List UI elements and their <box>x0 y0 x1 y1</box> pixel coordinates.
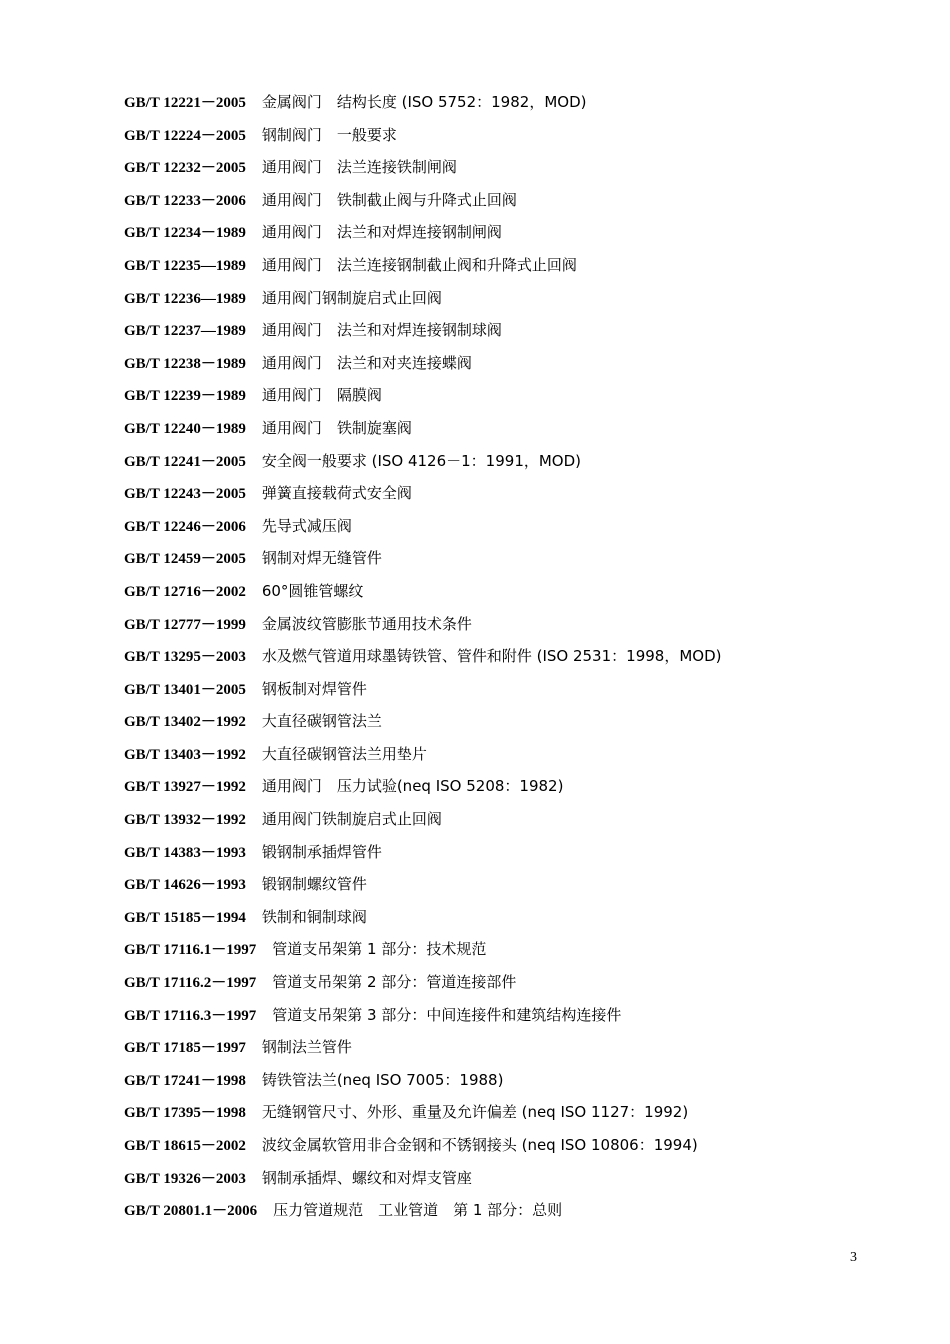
standard-code: GB/T 18615－2002 <box>124 1138 246 1154</box>
standards-list <box>124 88 721 1229</box>
list-item <box>124 968 721 1001</box>
standard-title: 锻钢制承插焊管件 <box>261 842 382 861</box>
list-item <box>124 642 721 675</box>
standard-title: 大直径碳钢管法兰 <box>261 712 382 731</box>
standard-code: GB/T 17116.3－1997 <box>124 1007 257 1024</box>
standard-title: 压力管道规范 工业管道 第 1 部分：总则 <box>273 1201 563 1220</box>
standard-title: 通用阀门铁制旋启式止回阀 <box>261 810 442 829</box>
standard-code: GB/T 13403－1992 <box>124 746 246 763</box>
list-item <box>124 903 721 936</box>
list-item <box>124 512 721 545</box>
standard-code: GB/T 12224－2005 <box>124 127 246 144</box>
standard-title: 通用阀门钢制旋启式止回阀 <box>261 288 442 307</box>
standard-code: GB/T 12236—1989 <box>124 290 246 307</box>
standard-title: 弹簧直接载荷式安全阀 <box>261 484 412 503</box>
standard-code: GB/T 19326－2003 <box>124 1170 246 1187</box>
list-item <box>124 577 721 610</box>
standard-code: GB/T 15185－1994 <box>124 909 246 926</box>
standard-code: GB/T 13401－2005 <box>124 681 246 698</box>
list-item <box>124 1001 721 1034</box>
standard-code: GB/T 12232－2005 <box>124 160 246 177</box>
standard-title: 管道支吊架第 1 部分：技术规范 <box>272 940 487 959</box>
list-item <box>124 935 721 968</box>
list-item <box>124 610 721 643</box>
standard-code: GB/T 12240－1989 <box>124 420 246 437</box>
standard-code: GB/T 12234－1989 <box>124 225 246 242</box>
list-item <box>124 316 721 349</box>
standard-title: 通用阀门 法兰连接铁制闸阀 <box>261 158 457 177</box>
list-item <box>124 1033 721 1066</box>
standard-code: GB/T 12233－2006 <box>124 192 246 209</box>
list-item <box>124 675 721 708</box>
list-item <box>124 153 721 186</box>
standard-title: 钢制对焊无缝管件 <box>261 549 382 568</box>
standard-code: GB/T 12221－2005 <box>124 95 246 111</box>
standard-title: 大直径碳钢管法兰用垫片 <box>261 744 427 763</box>
list-item <box>124 349 721 382</box>
standard-title: 管道支吊架第 2 部分：管道连接部件 <box>272 973 517 992</box>
list-item <box>124 479 721 512</box>
standard-title: 铁制和铜制球阀 <box>261 907 367 926</box>
list-item <box>124 772 721 805</box>
standard-title: 锻钢制螺纹管件 <box>261 875 367 894</box>
standard-title: 钢制阀门 一般要求 <box>261 125 397 144</box>
standard-code: GB/T 12235—1989 <box>124 257 246 274</box>
standard-code: GB/T 17116.1－1997 <box>124 942 257 959</box>
list-item <box>124 284 721 317</box>
standard-title: 通用阀门 铁制截止阀与升降式止回阀 <box>261 190 517 209</box>
list-item <box>124 1131 721 1164</box>
list-item <box>124 838 721 871</box>
standard-code: GB/T 14626－1993 <box>124 877 246 894</box>
standard-title: 钢制承插焊、螺纹和对焊支管座 <box>261 1168 472 1187</box>
standard-title: 通用阀门 法兰和对焊连接钢制球阀 <box>261 321 502 340</box>
standard-code: GB/T 12241－2005 <box>124 453 246 470</box>
list-item <box>124 870 721 903</box>
list-item <box>124 805 721 838</box>
list-item <box>124 218 721 251</box>
list-item <box>124 381 721 414</box>
standard-title: 水及燃气管道用球墨铸铁管、管件和附件 (ISO 2531：1998，MOD) <box>261 647 722 666</box>
list-item <box>124 186 721 219</box>
list-item <box>124 1098 721 1131</box>
standard-title: 钢板制对焊管件 <box>261 679 367 698</box>
standard-code: GB/T 12459－2005 <box>124 551 246 568</box>
standard-title: 通用阀门 隔膜阀 <box>261 386 382 405</box>
standard-code: GB/T 17116.2－1997 <box>124 975 257 992</box>
list-item <box>124 414 721 447</box>
list-item <box>124 740 721 773</box>
list-item <box>124 707 721 740</box>
standard-code: GB/T 12777－1999 <box>124 616 246 633</box>
standard-code: GB/T 20801.1－2006 <box>124 1203 258 1220</box>
standard-title: 通用阀门 法兰和对夹连接蝶阀 <box>261 353 472 372</box>
standard-code: GB/T 12239－1989 <box>124 388 246 405</box>
list-item <box>124 544 721 577</box>
standard-code: GB/T 13932－1992 <box>124 812 246 829</box>
standard-title: 通用阀门 压力试验(neq ISO 5208：1982) <box>261 777 564 796</box>
standard-code: GB/T 12238－1989 <box>124 355 246 372</box>
standard-title: 管道支吊架第 3 部分：中间连接件和建筑结构连接件 <box>272 1005 622 1024</box>
standard-code: GB/T 14383－1993 <box>124 844 246 861</box>
list-item <box>124 447 721 480</box>
list-item <box>124 1164 721 1197</box>
standard-title: 通用阀门 铁制旋塞阀 <box>261 418 412 437</box>
list-item <box>124 1196 721 1229</box>
standard-title: 波纹金属软管用非合金钢和不锈钢接头 (neq ISO 10806：1994) <box>261 1136 698 1154</box>
list-item <box>124 1066 721 1099</box>
list-item <box>124 88 721 121</box>
standard-code: GB/T 17185－1997 <box>124 1040 246 1057</box>
standard-title: 钢制法兰管件 <box>261 1038 352 1057</box>
standard-code: GB/T 13402－1992 <box>124 714 246 731</box>
standard-title: 通用阀门 法兰连接钢制截止阀和升降式止回阀 <box>261 255 577 274</box>
standard-title: 先导式减压阀 <box>261 516 352 535</box>
standard-code: GB/T 12243－2005 <box>124 486 246 503</box>
standard-title: 铸铁管法兰(neq ISO 7005：1988) <box>261 1070 504 1089</box>
standard-title: 金属阀门 结构长度 (ISO 5752：1982，MOD) <box>261 93 587 111</box>
standard-code: GB/T 17241－1998 <box>124 1072 246 1089</box>
standard-title: 安全阀一般要求 (ISO 4126－1：1991，MOD) <box>261 451 582 470</box>
standard-title: 金属波纹管膨胀节通用技术条件 <box>261 614 472 633</box>
standard-title: 无缝钢管尺寸、外形、重量及允许偏差 (neq ISO 1127：1992) <box>261 1103 689 1122</box>
standard-title: 60°圆锥管螺纹 <box>261 581 364 600</box>
standard-code: GB/T 12237—1989 <box>124 323 246 340</box>
page-number: 3 <box>850 1250 857 1265</box>
standard-title: 通用阀门 法兰和对焊连接钢制闸阀 <box>261 223 502 242</box>
standard-code: GB/T 12716－2002 <box>124 583 246 600</box>
standard-code: GB/T 17395－1998 <box>124 1105 246 1122</box>
standard-code: GB/T 13927－1992 <box>124 779 246 796</box>
standard-code: GB/T 12246－2006 <box>124 518 246 535</box>
list-item <box>124 251 721 284</box>
list-item <box>124 121 721 154</box>
standard-code: GB/T 13295－2003 <box>124 649 246 666</box>
